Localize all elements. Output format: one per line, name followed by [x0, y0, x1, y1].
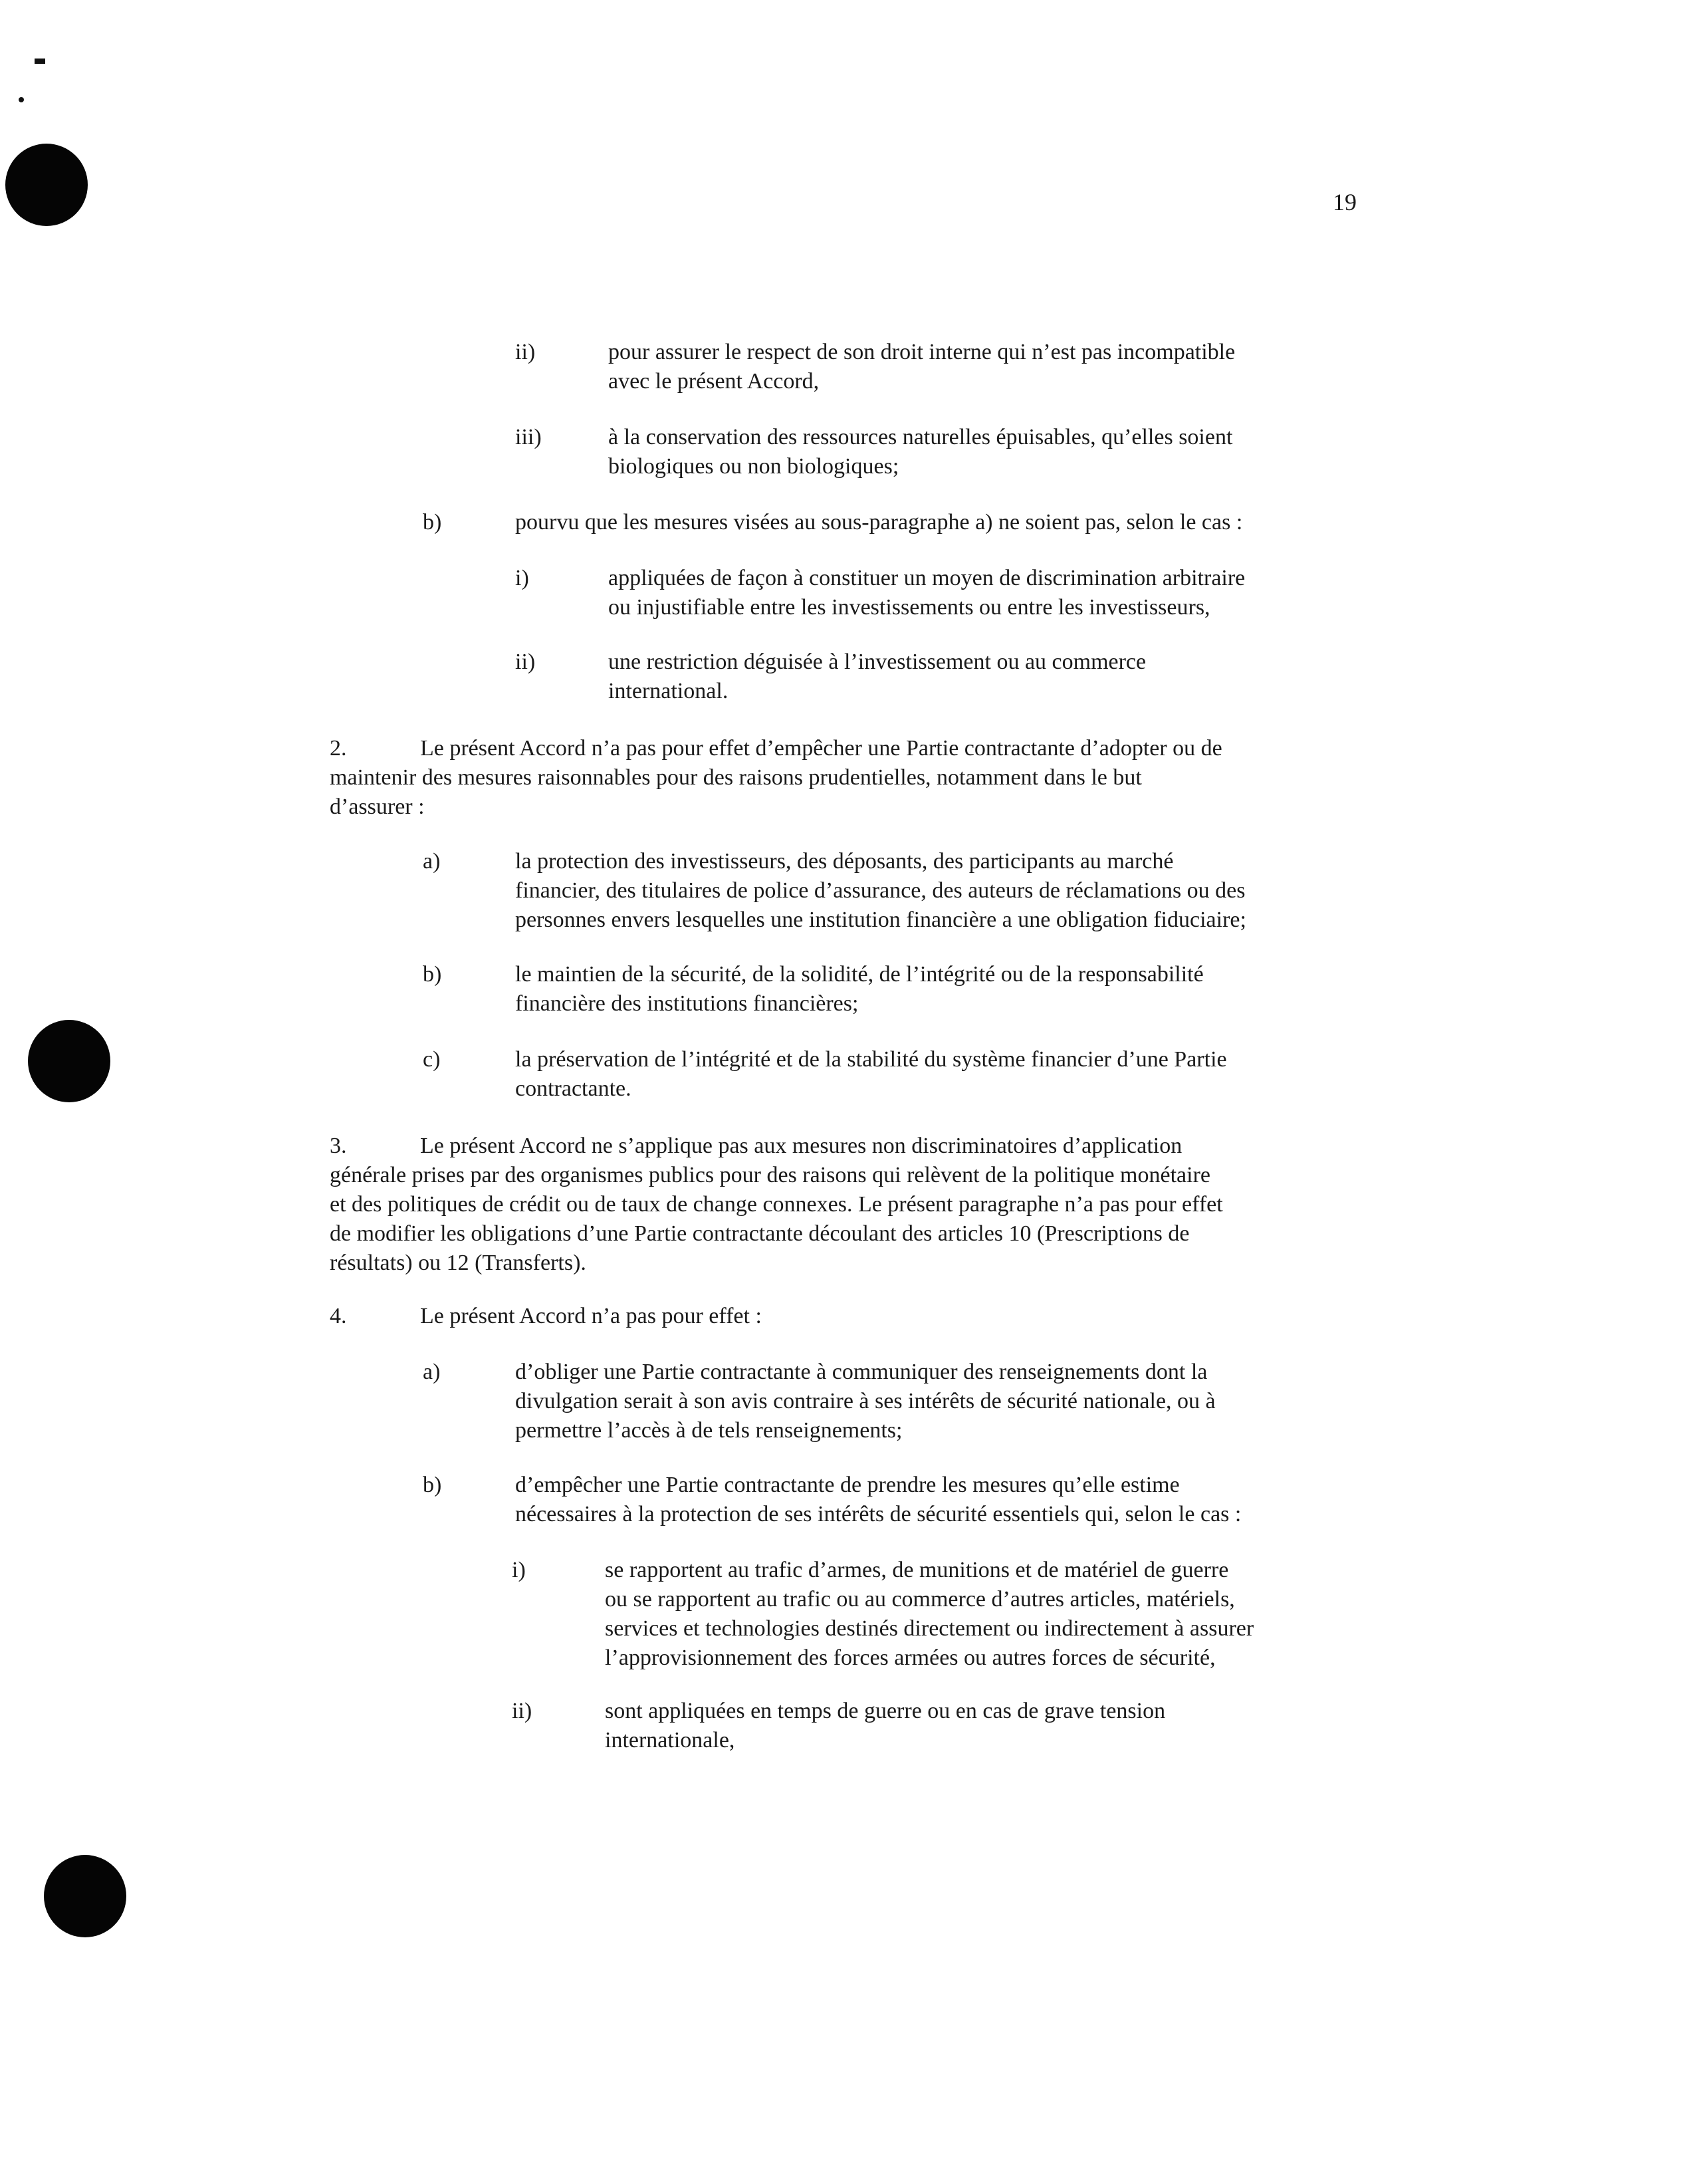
item-text: appliquées de façon à constituer un moyen de discrimination arbitraire ou injustifiable entre les investissements ou entre les investisseurs,: [608, 566, 1246, 620]
item-marker: ii): [512, 1699, 532, 1723]
item-text: une restriction déguisée à l’investissement ou au commerce international.: [608, 650, 1147, 703]
item-text: la préservation de l’intégrité et de la stabilité du système financier d’une Partie contractante.: [515, 1047, 1227, 1101]
paragraph-number: 4.: [330, 1304, 347, 1328]
paragraph-3: 3. Le présent Accord ne s’applique pas aux mesures non discriminatoires d’application générale prises par des organismes publics pour des raisons qui relèvent de la politique monétaire et des politiques de crédit ou de taux de change connexes. Le présent paragraphe n’a pas pour effet de modifier les obligations d’une Partie contractante découlant des articles 10 (Prescriptions de résultats) ou 12 (Transferts).: [330, 1132, 1223, 1278]
item-text: sont appliquées en temps de guerre ou en cas de grave tension internationale,: [605, 1699, 1166, 1753]
paragraph-2: 2. Le présent Accord n’a pas pour effet d’empêcher une Partie contractante d’adopter ou de maintenir des mesures raisonnables pour des raisons prudentielles, notamment dans le but d’assurer :: [330, 734, 1222, 822]
item-text: le maintien de la sécurité, de la solidité, de l’intégrité ou de la responsabilité financière des institutions financières;: [515, 962, 1204, 1016]
scan-speck: [19, 97, 24, 102]
item-marker: ii): [515, 650, 536, 674]
paragraph-4: 4. Le présent Accord n’a pas pour effet :: [330, 1302, 762, 1331]
punch-hole-top: [5, 144, 88, 226]
item-text: se rapportent au trafic d’armes, de munitions et de matériel de guerre ou se rapportent au trafic ou au commerce d’autres articles, matériels, services et technologies destinés directement ou indirectement à assurer l’approvisionnement des forces armées ou autres forces de sécurité,: [605, 1558, 1254, 1670]
item-text: d’empêcher une Partie contractante de prendre les mesures qu’elle estime nécessaires à la protection de ses intérêts de sécurité essentiels qui, selon le cas :: [515, 1473, 1242, 1526]
item-marker: c): [423, 1047, 441, 1072]
item-text: pourvu que les mesures visées au sous-paragraphe a) ne soient pas, selon le cas :: [515, 510, 1243, 535]
item-marker: b): [423, 510, 442, 535]
paragraph-number: 2.: [330, 736, 347, 761]
item-marker: i): [515, 566, 529, 590]
item-marker: ii): [515, 340, 536, 364]
item-marker: a): [423, 1360, 441, 1384]
item-text: à la conservation des ressources naturelles épuisables, qu’elles soient biologiques ou non biologiques;: [608, 425, 1233, 479]
punch-hole-middle: [28, 1020, 110, 1102]
item-marker: b): [423, 1473, 442, 1497]
item-marker: i): [512, 1558, 526, 1582]
scan-speck: [35, 59, 45, 64]
item-marker: b): [423, 962, 442, 987]
paragraph-number: 3.: [330, 1134, 347, 1158]
item-marker: a): [423, 849, 441, 874]
item-text: d’obliger une Partie contractante à communiquer des renseignements dont la divulgation serait à son avis contraire à ses intérêts de sécurité nationale, ou à permettre l’accès à de tels renseignements;: [515, 1360, 1216, 1443]
item-marker: iii): [515, 425, 542, 449]
item-text: pour assurer le respect de son droit interne qui n’est pas incompatible avec le présent Accord,: [608, 340, 1236, 394]
item-text: la protection des investisseurs, des déposants, des participants au marché financier, des titulaires de police d’assurance, des auteurs de réclamations ou des personnes envers lesquelles une institution financière a une obligation fiduciaire;: [515, 849, 1246, 932]
punch-hole-bottom: [44, 1855, 126, 1937]
page-number: 19: [1333, 189, 1357, 215]
